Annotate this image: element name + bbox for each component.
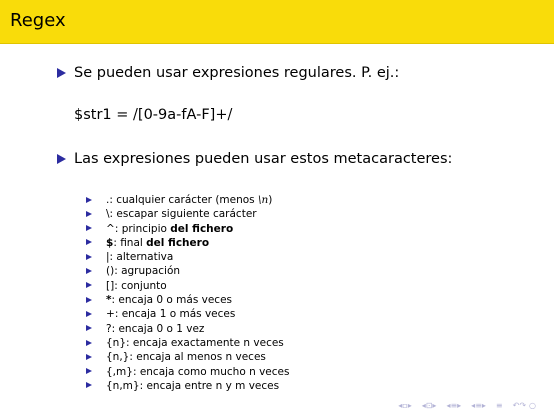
- metachar-symbol: {n,}: [106, 351, 130, 364]
- slide-body: [0, 44, 554, 416]
- metachar-symbol: {n}: [106, 336, 127, 349]
- metachar-item: [86, 365, 289, 379]
- metachar-item: [86, 307, 289, 321]
- metachar-symbol: ^: [106, 222, 115, 235]
- metachar-symbol: {,m}: [106, 365, 133, 378]
- bullet-triangle-icon: [86, 254, 92, 260]
- metachar-symbol: .: [106, 194, 110, 206]
- metachar-description: : conjunto: [114, 279, 167, 292]
- regex-variable: $str1: [74, 107, 112, 123]
- bullet-triangle-icon: [86, 382, 92, 388]
- nav-subsection-icon[interactable]: ◂≡▸: [471, 401, 486, 410]
- metachar-item: [86, 207, 289, 221]
- bullet-triangle-icon: [57, 68, 66, 78]
- metachar-item: [86, 193, 289, 207]
- regex-charclass: [0-9a-fA-F]: [137, 107, 216, 123]
- metachar-item: [86, 322, 289, 336]
- metachar-item: [86, 350, 289, 364]
- metachar-escape: \n: [257, 194, 269, 206]
- bullet-triangle-icon: [86, 354, 92, 360]
- bullet-triangle-icon: [86, 368, 92, 374]
- metachar-symbol: |: [106, 251, 110, 264]
- bullet-triangle-icon: [86, 297, 92, 303]
- beamer-nav: [398, 401, 536, 411]
- metachar-description: : encaja 0 o más veces: [111, 294, 233, 307]
- metachar-item: [86, 236, 289, 250]
- metachar-description: : encaja entre n y m veces: [139, 379, 280, 392]
- metachar-description-end: ): [268, 194, 273, 206]
- bullet-triangle-icon: [86, 340, 92, 346]
- metachar-symbol: \: [106, 208, 110, 221]
- bullet-triangle-icon: [86, 239, 92, 245]
- metachar-symbol: $: [106, 236, 114, 249]
- metachar-symbol: []: [106, 279, 115, 292]
- bullet-triangle-icon: [86, 211, 92, 217]
- metachar-symbol: +: [106, 308, 115, 321]
- bullet-triangle-icon: [86, 225, 92, 231]
- regex-plus: +: [215, 107, 228, 123]
- slide-header: [0, 0, 554, 44]
- metachar-item: [86, 264, 289, 278]
- nav-undo-icon[interactable]: ↶↷: [512, 401, 527, 410]
- regex-example: [74, 106, 232, 124]
- metachar-list: [86, 193, 289, 393]
- nav-frame-icon[interactable]: ◂≡▸: [446, 401, 462, 410]
- metachar-description: : encaja 0 o 1 vez: [111, 322, 205, 335]
- metachar-symbol: {n,m}: [106, 379, 140, 392]
- metachar-description: : cualquier carácter (menos: [109, 194, 258, 206]
- metachar-item: [86, 336, 289, 350]
- metachar-symbol: (): [106, 265, 115, 278]
- bullet-triangle-icon: [86, 325, 92, 331]
- regex-equals: =: [111, 107, 134, 123]
- metachar-item: [86, 222, 289, 236]
- bullet-triangle-icon: [86, 282, 92, 288]
- metachar-item: [86, 293, 289, 307]
- slide-title: Regex: [10, 10, 66, 31]
- bullet-text-2: Las expresiones pueden usar estos metacaracteres:: [74, 151, 453, 167]
- metachar-emphasis: del fichero: [170, 222, 234, 235]
- bullet-triangle-icon: [57, 154, 66, 164]
- metachar-item: [86, 279, 289, 293]
- bullet-triangle-icon: [86, 311, 92, 317]
- nav-prev-icon[interactable]: ◂⊡▸: [421, 401, 437, 410]
- metachar-symbol: *: [106, 294, 112, 307]
- metachar-item: [86, 379, 289, 393]
- nav-section-icon[interactable]: ≡: [495, 401, 503, 410]
- bullet-triangle-icon: [86, 268, 92, 274]
- metachar-description: : principio: [114, 222, 171, 235]
- metachar-description: : alternativa: [109, 251, 174, 264]
- metachar-description: : final: [113, 236, 147, 249]
- metachar-description: : encaja 1 o más veces: [114, 308, 236, 321]
- nav-first-icon[interactable]: ◂▫▸: [398, 401, 412, 410]
- metachar-description: : agrupación: [114, 265, 181, 278]
- nav-search-icon[interactable]: ○: [529, 401, 536, 410]
- metachar-description: : encaja al menos n veces: [129, 351, 266, 364]
- metachar-emphasis: del fichero: [146, 236, 210, 249]
- bullet-text-1: Se pueden usar expresiones regulares. P. ej.:: [74, 65, 400, 81]
- regex-slash-open: /: [133, 107, 138, 123]
- metachar-item: [86, 250, 289, 264]
- metachar-description: : escapar siguiente carácter: [109, 208, 257, 221]
- metachar-description: : encaja como mucho n veces: [132, 365, 290, 378]
- metachar-description: : encaja exactamente n veces: [126, 336, 284, 349]
- bullet-triangle-icon: [86, 197, 92, 203]
- regex-slash-close: /: [227, 107, 233, 123]
- metachar-symbol: ?: [106, 322, 112, 335]
